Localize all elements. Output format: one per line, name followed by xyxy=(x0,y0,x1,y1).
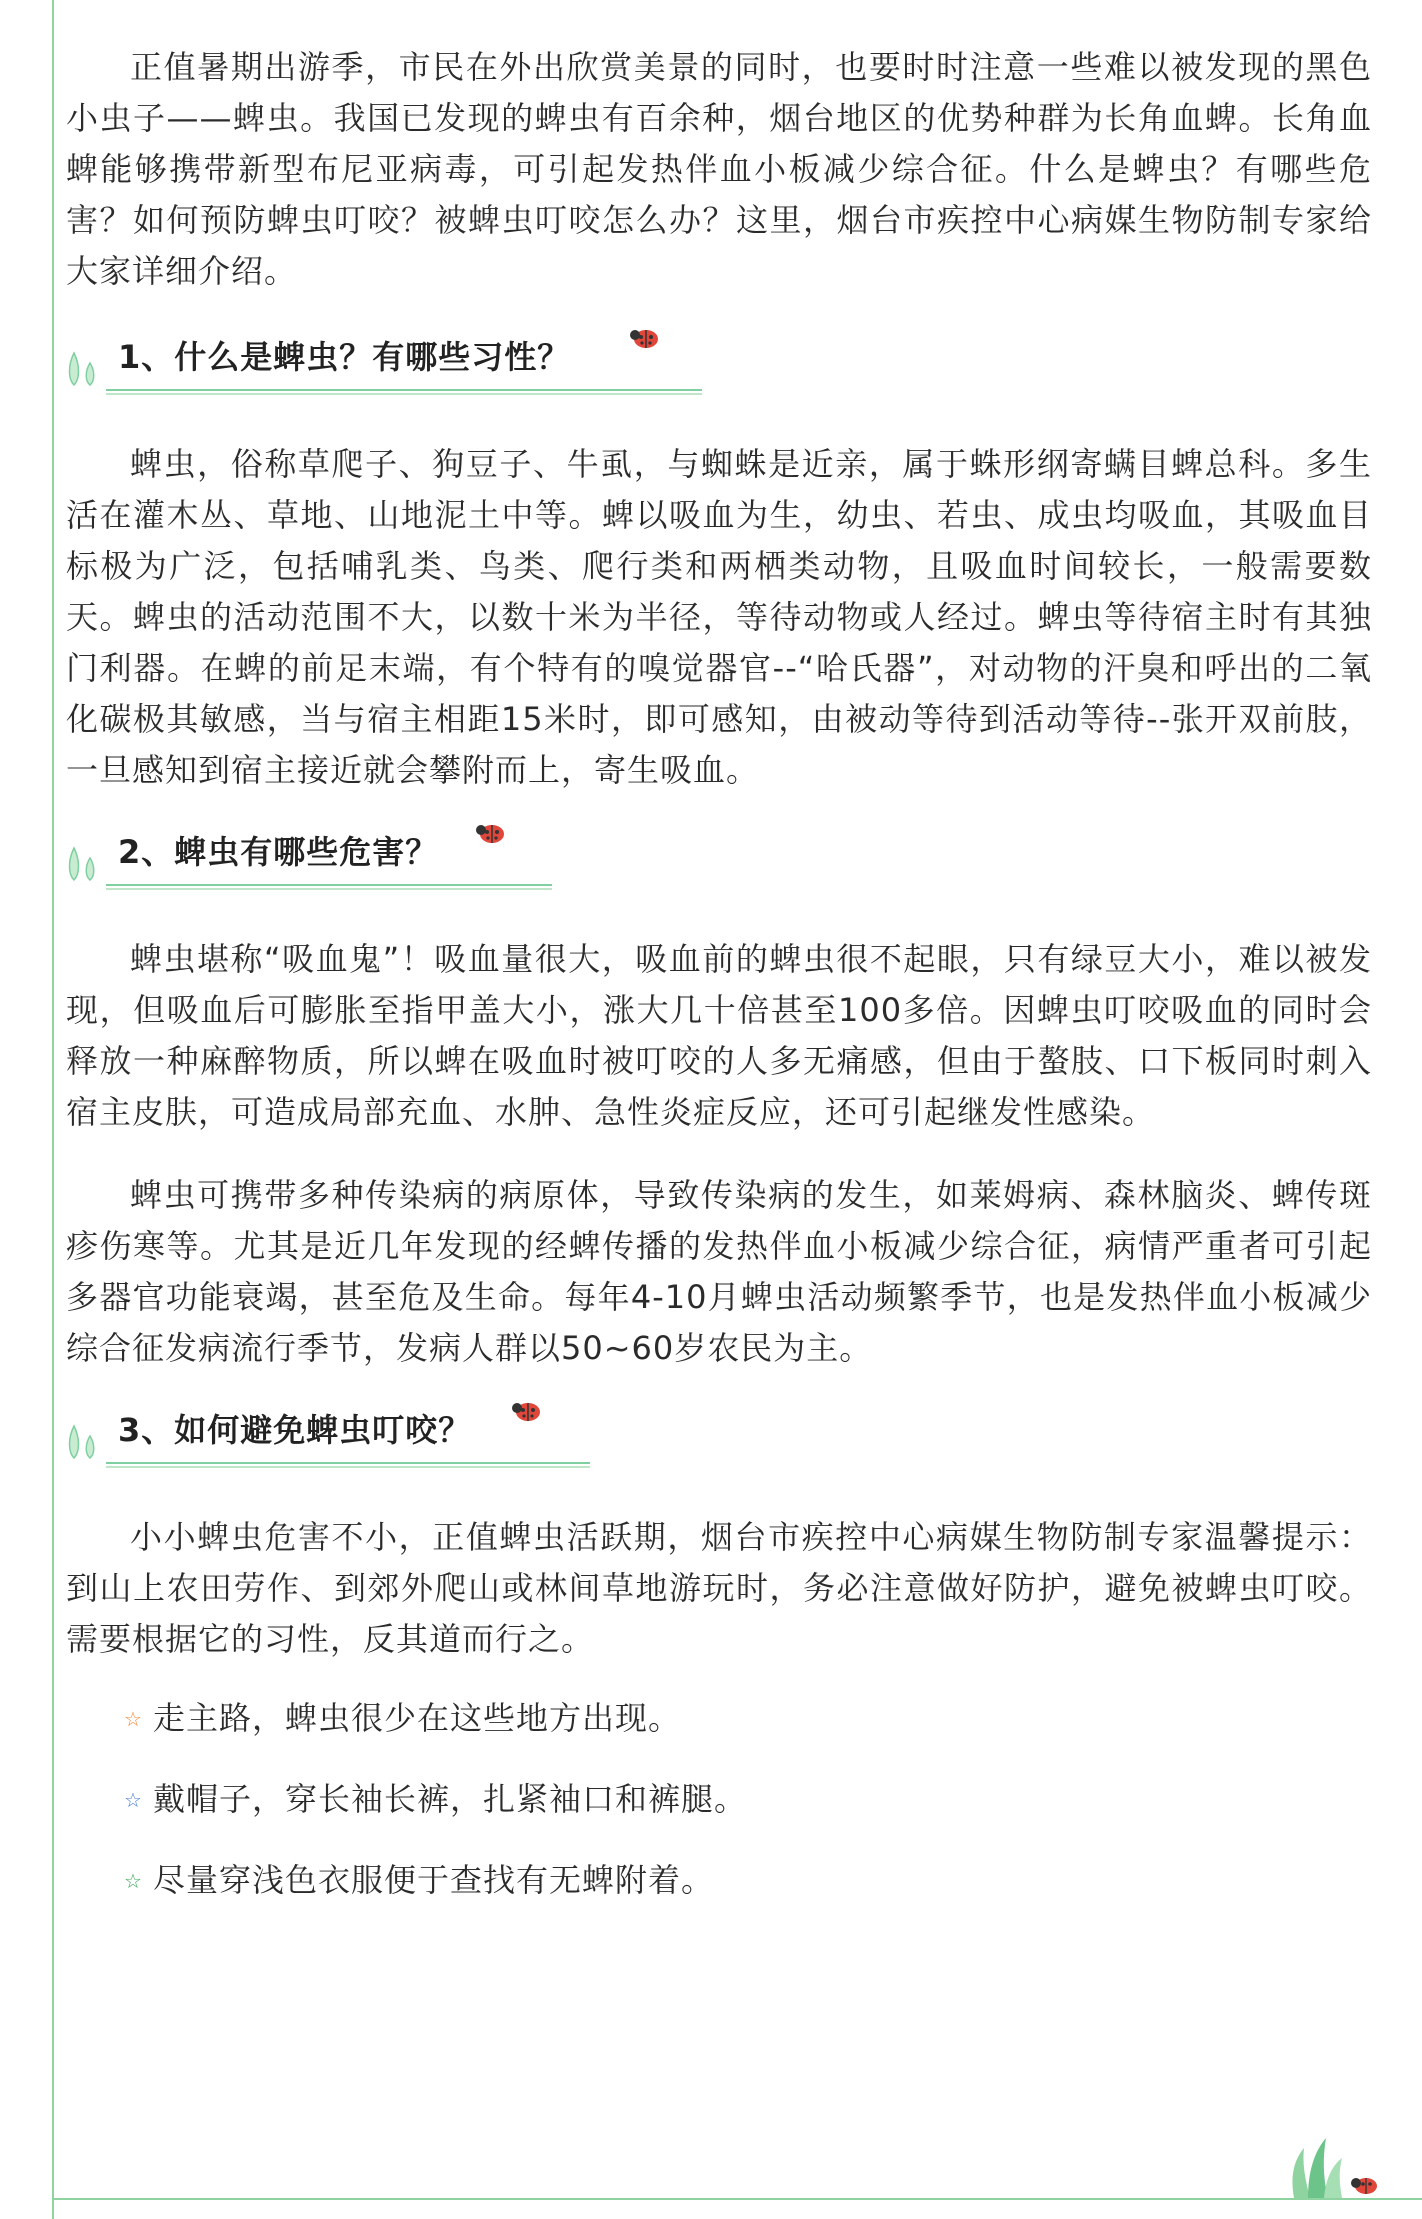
section-1-underline xyxy=(106,389,702,395)
section-3-title: 3、如何避免蜱虫叮咬？ xyxy=(118,1411,472,1449)
tip-text: 尽量穿浅色衣服便于查找有无蜱附着。 xyxy=(152,1861,714,1899)
ladybug-icon xyxy=(510,1396,544,1424)
section-2-underline xyxy=(106,884,552,890)
leaf-drops-icon xyxy=(66,844,102,884)
star-icon: ☆ xyxy=(124,1788,143,1812)
tip-text: 戴帽子，穿长袖长裤，扎紧袖口和裤腿。 xyxy=(152,1780,747,1818)
section-3-heading xyxy=(66,1400,1372,1474)
tip-item xyxy=(124,1695,1372,1742)
ladybug-icon xyxy=(628,323,662,351)
section-1-paragraph: 蜱虫，俗称草爬子、狗豆子、牛虱，与蜘蛛是近亲，属于蛛形纲寄螨目蜱总科。多生活在灌木丛、草地、山地泥土中等。蜱以吸血为生，幼虫、若虫、成虫均吸血，其吸血目标极为广泛，包括哺乳类、鸟类、爬行类和两栖类动物，且吸血时间较长，一般需要数天。蜱虫的活动范围不大，以数十米为半径，等待动物或人经过。蜱虫等待宿主时有其独门利器。在蜱的前足末端，有个特有的嗅觉器官--“哈氏器”，对动物的汗臭和呼出的二氧化碳极其敏感，当与宿主相距15米时，即可感知，由被动等待到活动等待--张开双前肢，一旦感知到宿主接近就会攀附而上，寄生吸血。 xyxy=(66,445,1372,789)
star-icon: ☆ xyxy=(124,1707,143,1731)
section-3-underline xyxy=(106,1462,590,1468)
star-icon: ☆ xyxy=(124,1869,143,1893)
tip-text: 走主路，蜱虫很少在这些地方出现。 xyxy=(152,1699,681,1737)
grass-icon xyxy=(1280,2126,1390,2198)
section-1-title: 1、什么是蜱虫？有哪些习性？ xyxy=(118,338,571,376)
section-2-title: 2、蜱虫有哪些危害？ xyxy=(118,833,439,871)
leaf-drops-icon xyxy=(66,1422,102,1462)
tip-item xyxy=(124,1776,1372,1823)
section-2-paragraph-2: 蜱虫可携带多种传染病的病原体，导致传染病的发生，如莱姆病、森林脑炎、蜱传斑疹伤寒等。尤其是近几年发现的经蜱传播的发热伴血小板减少综合征，病情严重者可引起多器官功能衰竭，甚至危及生命。每年4-10月蜱虫活动频繁季节，也是发热伴血小板减少综合征发病流行季节，发病人群以50~60岁农民为主。 xyxy=(66,1176,1372,1367)
intro-paragraph: 正值暑期出游季，市民在外出欣赏美景的同时，也要时时注意一些难以被发现的黑色小虫子——蜱虫。我国已发现的蜱虫有百余种，烟台地区的优势种群为长角血蜱。长角血蜱能够携带新型布尼亚病毒，可引起发热伴血小板减少综合征。什么是蜱虫？有哪些危害？如何预防蜱虫叮咬？被蜱虫叮咬怎么办？这里，烟台市疾控中心病媒生物防制专家给大家详细介绍。 xyxy=(66,48,1372,290)
tip-item xyxy=(124,1857,1372,1904)
ladybug-icon xyxy=(474,818,508,846)
section-2-paragraph-1: 蜱虫堪称“吸血鬼”！吸血量很大，吸血前的蜱虫很不起眼，只有绿豆大小，难以被发现，但吸血后可膨胀至指甲盖大小，涨大几十倍甚至100多倍。因蜱虫叮咬吸血的同时会释放一种麻醉物质，所以蜱在吸血时被叮咬的人多无痛感，但由于螯肢、口下板同时刺入宿主皮肤，可造成局部充血、水肿、急性炎症反应，还可引起继发性感染。 xyxy=(66,940,1372,1131)
section-1-heading xyxy=(66,327,1372,401)
bottom-divider xyxy=(52,2198,1422,2200)
section-2-heading xyxy=(66,822,1372,896)
article-content xyxy=(66,42,1372,1904)
section-3-paragraph: 小小蜱虫危害不小，正值蜱虫活跃期，烟台市疾控中心病媒生物防制专家温馨提示：到山上农田劳作、到郊外爬山或林间草地游玩时，务必注意做好防护，避免被蜱虫叮咬。需要根据它的习性，反其道而行之。 xyxy=(66,1518,1372,1658)
leaf-drops-icon xyxy=(66,349,102,389)
